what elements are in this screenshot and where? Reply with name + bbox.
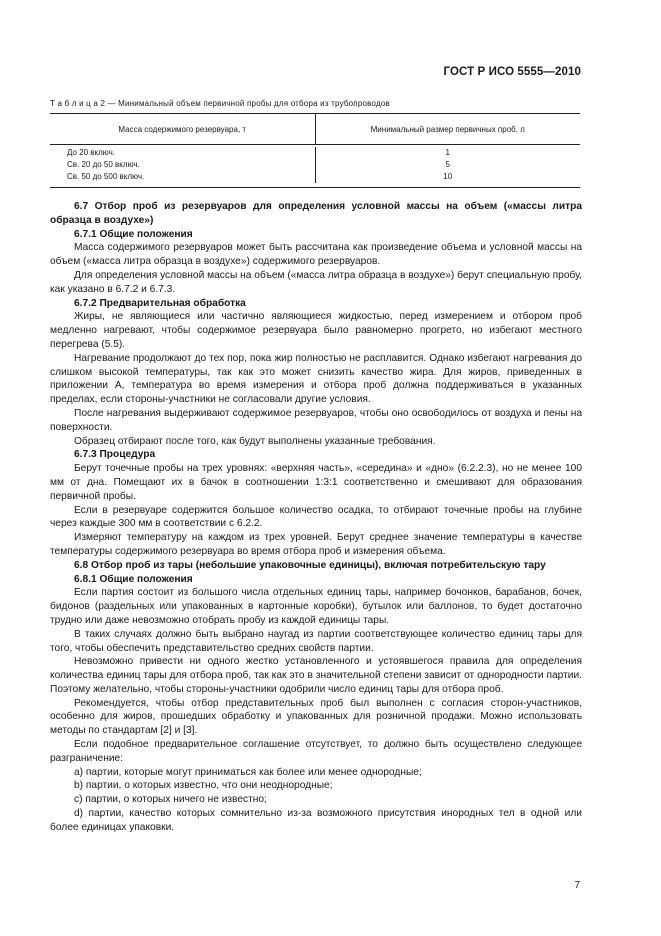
page-number: 7 [574,880,580,891]
paragraph: Жиры, не являющиеся или частично являющиеся жидкостью, перед измерением и отбором проб медленно нагревают, чтобы содержимое резервуара было равномерно прогрето, но избегают местного перегрева (5.5). [50,311,582,350]
table-header-row [50,114,580,145]
subsection-heading-6-8-1: 6.8.1 Общие положения [74,573,193,585]
list-item: а) партии, которые могут приниматься как более или менее однородные; [74,766,422,778]
paragraph: Рекомендуется, чтобы отбор представительных проб был выполнен с согласия сторон-участников, особенно для жиров, прошедших обработку и упакованных для розничной продажи. Можно использовать методы по стандартам [2] и [3]. [50,697,582,737]
paragraph: Измеряют температуру на каждом из трех уровней. Берут среднее значение температуры в качестве температуры содержимого резервуара во время отбора проб и измерения объема. [50,532,582,557]
subsection-heading-6-7-1: 6.7.1 Общие положения [74,228,193,240]
document-body [50,200,582,835]
subsection-heading-6-7-3: 6.7.3 Процедура [74,449,156,461]
paragraph: После нагревания выдерживают содержимое резервуаров, чтобы оно освободилось от воздуха и пены на поверхности. [50,407,582,433]
paragraph: Масса содержимого резервуаров может быть рассчитана как произведение объема и условной массы на объем («масса литра образца в воздухе») содержимого резервуаров. [50,242,582,268]
paragraph: В таких случаях должно быть выбрано наугад из партии соответствующее количество единиц тары для того, чтобы обеспечить представительство средних свойств партии. [50,628,582,654]
section-heading-6-8: 6.8 Отбор проб из тары (небольшие упаковочные единицы), включая потребительскую тару [74,559,546,571]
document-header: ГОСТ Р ИСО 5555—2010 [443,66,581,78]
list-item: c) партии, о которых ничего не известно; [74,794,267,806]
paragraph: Нагревание продолжают до тех пор, пока жир полностью не расплавится. Однако избегают нагревания до слишком высокой температуры, так как это может снизить качество жира. Для жиров, приведенных в приложении А, температура во время измерения и отбора проб должна поддерживаться в указанных пределах, если стороны-участники не согласовали другие условия. [50,352,582,406]
paragraph: Если партия состоит из большого числа отдельных единиц тары, например бочонков, барабанов, бочек, бидонов (раздельных или упакованных в картонные коробки), бутылок или баллонов, то будет достаточно трудно или даже невозможно отобрать пробу из каждой единицы тары. [50,587,582,626]
table-cell-mass: Св. 20 до 50 включ. [67,160,140,169]
table-header-mass: Масса содержимого резервуара, т [118,124,247,134]
table-cell-size: 5 [445,160,450,169]
table-cell-size: 1 [445,148,450,157]
table-cell-mass: До 20 включ. [67,148,116,157]
list-item: d) партии, качество которых сомнительно из-за возможного присутствия инородных тел в одной или более единицах упаковки. [50,808,582,833]
table-body [50,145,580,187]
table-cell-mass: Св. 50 до 500 включ. [67,172,145,181]
paragraph: Невозможно привести ни одного жестко установленного и устоявшегося правила для определения количества единиц тары для отбора проб, так как это в значительной степени зависит от однородности партии. Поэтому желательно, чтобы стороны-участники одобрили число единиц тары для отбора проб. [50,656,582,695]
paragraph: Если в резервуаре содержится большое количество осадка, то отбирают точечные пробы на глубине через каждые 300 мм в соответствии с 6.2.2. [50,504,582,530]
sample-volume-table [50,113,580,188]
paragraph: Для определения условной массы на объем («масса литра образца в воздухе») берут специальную пробу, как указано в 6.7.2 и 6.7.3. [50,269,582,295]
table-caption: Т а б л и ц а 2 — Минимальный объем первичной пробы для отбора из трубопроводов [50,99,390,108]
table-mass-column [50,147,315,183]
list-item: b) партии, о которых известно, что они неоднородные; [74,780,333,792]
table-header-size: Минимальный размер первичных проб, л [315,114,581,144]
subsection-heading-6-7-2: 6.7.2 Предварительная обработка [74,297,246,309]
paragraph: Если подобное предварительное соглашение отсутствует, то должно быть осуществлено следующее разграничение: [50,739,582,764]
section-heading-6-7: 6.7 Отбор проб из резервуаров для определения условной массы на объем («массы литра образца в воздухе») [50,201,582,226]
paragraph: Берут точечные пробы на трех уровнях: «верхняя часть», «середина» и «дно» (6.2.2.3), но не менее 100 мм от дна. Помещают их в бачок в соотношении 1:3:1 соответственно и смешивают для образования первичной пробы. [50,463,582,502]
table-cell-size: 10 [443,172,453,181]
paragraph: Образец отбирают после того, как будут выполнены указанные требования. [74,435,436,447]
table-size-column [315,147,580,183]
